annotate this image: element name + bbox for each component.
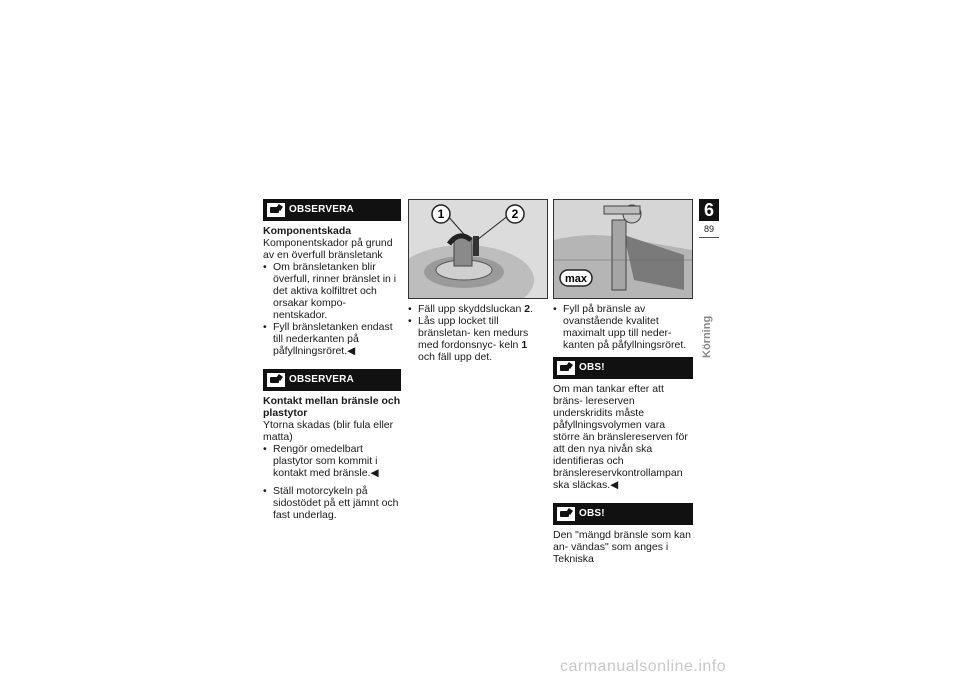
watermark: carmanualsonline.info — [560, 658, 727, 675]
notice-text: Komponentskador på grund av en överfull bränsletank — [263, 237, 393, 261]
notice-header-observera — [263, 199, 401, 221]
list-item: • Om bränsletanken blir överfull, rinner bränslet in i det aktiva kolfiltret och orsakar kompo- nentskador. — [263, 261, 401, 321]
step-list — [553, 303, 693, 351]
callout-1: 1 — [437, 207, 445, 221]
column-3 — [553, 199, 693, 565]
max-label: max — [564, 273, 588, 285]
chapter-title-wrap — [701, 315, 715, 358]
chapter-title: Körning — [701, 315, 713, 358]
column-2 — [408, 199, 546, 363]
list-item: • Ställ motorcykeln på sidostödet på ett jämnt och fast underlag. — [263, 485, 401, 521]
notice-text: Den "mängd bränsle som kan an- vändas" som anges i Tekniska — [553, 529, 691, 565]
page-number: 89 — [703, 224, 714, 234]
step-list — [263, 485, 401, 521]
notice-title: Komponentskada — [263, 225, 352, 237]
callout-2: 2 — [511, 207, 519, 221]
column-1 — [263, 199, 401, 521]
notice-label: OBSERVERA — [289, 204, 354, 215]
list-item: • Rengör omedelbart plastytor som kommit i kontakt med bränsle.◀ — [263, 443, 401, 479]
info-hand-icon — [557, 361, 575, 375]
notice-header-observera-2 — [263, 369, 401, 391]
info-hand-icon — [557, 507, 575, 521]
notice-title: Kontakt mellan bränsle och plastytor — [263, 395, 401, 419]
notice-label: OBS! — [579, 362, 605, 373]
filler-neck-illustration — [554, 200, 692, 298]
chapter-number: 6 — [699, 199, 719, 221]
notice-label: OBS! — [579, 508, 605, 519]
list-item: • Lås upp locket till bränsletan- ken medurs med fordonsnyc- keln 1 och fäll upp det. — [408, 315, 546, 363]
notice-bullet-list — [263, 261, 401, 357]
list-item: • Fäll upp skyddsluckan 2. — [408, 303, 546, 315]
list-item: • Fyll bränsletanken endast till nederkanten på påfyllningsröret.◀ — [263, 321, 401, 357]
fuel-cap-figure — [408, 199, 548, 299]
step-list — [408, 303, 546, 363]
divider — [699, 237, 719, 238]
notice-label: OBSERVERA — [289, 374, 354, 385]
notice-bullet-list — [263, 443, 401, 479]
notice-header-obs-2 — [553, 503, 693, 525]
notice-text: Om man tankar efter att bräns- lereserven underskridits måste påfyllningsvolymen vara större än bränslereserven för att den nya nivån ska identifieras och bränslereservkontrollampan ska släckas.◀ — [553, 383, 688, 491]
notice-header-obs — [553, 357, 693, 379]
filler-neck-figure — [553, 199, 693, 299]
fuel-cap-illustration — [409, 200, 547, 298]
notice-text: Ytorna skadas (blir fula eller matta) — [263, 419, 394, 443]
warning-hand-icon — [267, 203, 285, 217]
warning-hand-icon — [267, 373, 285, 387]
list-item: • Fyll på bränsle av ovanstående kvalitet maximalt upp till neder- kanten på påfyllningsröret. — [553, 303, 693, 351]
